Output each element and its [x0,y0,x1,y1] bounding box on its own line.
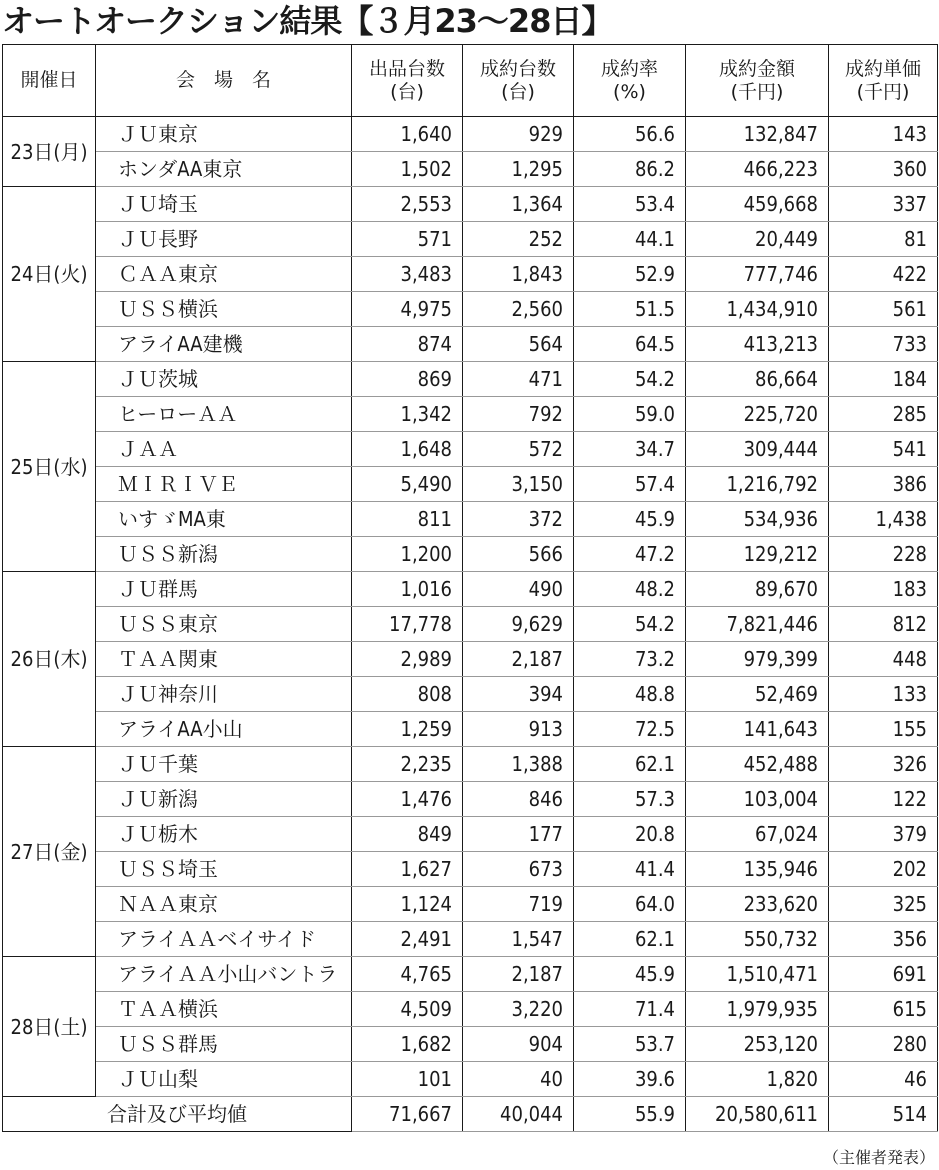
listed-cell: 1,200 [352,537,463,572]
unit-price-cell: 422 [829,257,938,292]
table-row [3,327,938,362]
unit-price-cell: 379 [829,817,938,852]
listed-cell: 2,553 [352,187,463,222]
rate-cell: 34.7 [574,432,686,467]
amount-cell: 225,720 [686,397,829,432]
unit-price-cell: 448 [829,642,938,677]
rate-cell: 45.9 [574,957,686,992]
sold-cell: 471 [463,362,574,397]
unit-price-cell: 691 [829,957,938,992]
auction-results-table [2,44,938,1132]
unit-price-cell: 326 [829,747,938,782]
sold-cell: 177 [463,817,574,852]
header-listed-unit: (台) [390,80,424,103]
page-title: オートオークション結果【３月23～28日】 [2,2,613,40]
listed-cell: 3,483 [352,257,463,292]
header-amount-unit: (千円) [730,80,784,103]
unit-price-cell: 184 [829,362,938,397]
table-row [3,432,938,467]
table-row [3,362,938,397]
unit-price-cell: 812 [829,607,938,642]
header-amount: 成約金額 (千円) [686,45,829,117]
unit-price-cell: 360 [829,152,938,187]
amount-cell: 309,444 [686,432,829,467]
rate-cell: 57.4 [574,467,686,502]
amount-cell: 52,469 [686,677,829,712]
amount-cell: 1,434,910 [686,292,829,327]
listed-cell: 571 [352,222,463,257]
amount-cell: 534,936 [686,502,829,537]
rate-cell: 48.8 [574,677,686,712]
unit-price-cell: 122 [829,782,938,817]
sold-cell: 566 [463,537,574,572]
listed-cell: 1,124 [352,887,463,922]
rate-cell: 20.8 [574,817,686,852]
rate-cell: 45.9 [574,502,686,537]
amount-cell: 132,847 [686,117,829,152]
venue-cell: ＮＡＡ東京 [96,887,352,922]
rate-cell: 44.1 [574,222,686,257]
sold-cell: 913 [463,712,574,747]
sold-cell: 1,364 [463,187,574,222]
venue-cell: ＪＵ群馬 [96,572,352,607]
venue-cell: ＵＳＳ新潟 [96,537,352,572]
sold-cell: 673 [463,852,574,887]
header-unit-price-unit: (千円) [856,80,910,103]
table-row [3,502,938,537]
table-row [3,887,938,922]
listed-cell: 869 [352,362,463,397]
listed-cell: 874 [352,327,463,362]
venue-cell: ＵＳＳ群馬 [96,1027,352,1062]
venue-cell: ＪＡＡ [96,432,352,467]
listed-cell: 849 [352,817,463,852]
amount-cell: 89,670 [686,572,829,607]
sold-cell: 490 [463,572,574,607]
amount-cell: 67,024 [686,817,829,852]
venue-cell: ＪＵ千葉 [96,747,352,782]
listed-cell: 101 [352,1062,463,1097]
venue-cell: いすゞMA東 [96,502,352,537]
amount-cell: 1,979,935 [686,992,829,1027]
rate-cell: 47.2 [574,537,686,572]
rate-cell: 62.1 [574,922,686,957]
venue-cell: アライＡＡ小山バントラ [96,957,352,992]
unit-price-cell: 561 [829,292,938,327]
amount-cell: 550,732 [686,922,829,957]
header-listed: 出品台数 (台) [352,45,463,117]
table-row [3,677,938,712]
unit-price-cell: 202 [829,852,938,887]
venue-cell: ＪＵ茨城 [96,362,352,397]
listed-cell: 1,627 [352,852,463,887]
table-row [3,292,938,327]
venue-cell: ＪＵ埼玉 [96,187,352,222]
source-note: （主催者発表） [822,1148,935,1167]
date-cell: 28日(土) [3,957,96,1097]
amount-cell: 466,223 [686,152,829,187]
rate-cell: 52.9 [574,257,686,292]
amount-cell: 141,643 [686,712,829,747]
listed-cell: 1,476 [352,782,463,817]
unit-price-cell: 386 [829,467,938,502]
table-row [3,922,938,957]
sold-cell: 1,843 [463,257,574,292]
listed-cell: 1,640 [352,117,463,152]
table-row [3,152,938,187]
table-row [3,257,938,292]
venue-cell: ＪＵ神奈川 [96,677,352,712]
rate-cell: 53.4 [574,187,686,222]
amount-cell: 413,213 [686,327,829,362]
listed-cell: 811 [352,502,463,537]
amount-cell: 86,664 [686,362,829,397]
table-row [3,397,938,432]
sold-cell: 2,560 [463,292,574,327]
unit-price-cell: 81 [829,222,938,257]
table-row [3,852,938,887]
rate-cell: 51.5 [574,292,686,327]
venue-cell: ＵＳＳ埼玉 [96,852,352,887]
rate-cell: 71.4 [574,992,686,1027]
venue-cell: アライAA建機 [96,327,352,362]
rate-cell: 73.2 [574,642,686,677]
table-row [3,1062,938,1097]
sold-cell: 252 [463,222,574,257]
unit-price-cell: 228 [829,537,938,572]
listed-cell: 5,490 [352,467,463,502]
sold-cell: 564 [463,327,574,362]
unit-price-cell: 133 [829,677,938,712]
unit-price-cell: 325 [829,887,938,922]
listed-cell: 4,975 [352,292,463,327]
table-row [3,187,938,222]
amount-cell: 979,399 [686,642,829,677]
header-date: 開催日 [3,45,96,117]
total-sold: 40,044 [463,1097,574,1132]
header-sold-unit: (台) [501,80,535,103]
amount-cell: 1,820 [686,1062,829,1097]
listed-cell: 2,491 [352,922,463,957]
sold-cell: 2,187 [463,642,574,677]
venue-cell: ＭＩＲＩＶＥ [96,467,352,502]
table-body [3,117,938,1132]
amount-cell: 7,821,446 [686,607,829,642]
total-amount: 20,580,611 [686,1097,829,1132]
rate-cell: 54.2 [574,362,686,397]
table-row [3,642,938,677]
venue-cell: ＴＡＡ横浜 [96,992,352,1027]
venue-cell: アライAA小山 [96,712,352,747]
sold-cell: 2,187 [463,957,574,992]
unit-price-cell: 733 [829,327,938,362]
rate-cell: 48.2 [574,572,686,607]
sold-cell: 394 [463,677,574,712]
listed-cell: 1,682 [352,1027,463,1062]
sold-cell: 904 [463,1027,574,1062]
total-label: 合計及び平均値 [3,1097,352,1132]
sold-cell: 9,629 [463,607,574,642]
amount-cell: 1,510,471 [686,957,829,992]
total-unit-price: 514 [829,1097,938,1132]
unit-price-cell: 615 [829,992,938,1027]
date-cell: 24日(火) [3,187,96,362]
table-row [3,992,938,1027]
listed-cell: 1,016 [352,572,463,607]
unit-price-cell: 541 [829,432,938,467]
table-row [3,1027,938,1062]
amount-cell: 253,120 [686,1027,829,1062]
listed-cell: 4,765 [352,957,463,992]
sold-cell: 929 [463,117,574,152]
table-row [3,957,938,992]
amount-cell: 103,004 [686,782,829,817]
rate-cell: 59.0 [574,397,686,432]
table-header [3,45,938,117]
rate-cell: 64.5 [574,327,686,362]
sold-cell: 3,220 [463,992,574,1027]
sold-cell: 719 [463,887,574,922]
amount-cell: 135,946 [686,852,829,887]
total-rate: 55.9 [574,1097,686,1132]
sold-cell: 1,295 [463,152,574,187]
date-cell: 27日(金) [3,747,96,957]
unit-price-cell: 143 [829,117,938,152]
rate-cell: 41.4 [574,852,686,887]
total-listed: 71,667 [352,1097,463,1132]
amount-cell: 233,620 [686,887,829,922]
table-row [3,572,938,607]
sold-cell: 1,388 [463,747,574,782]
amount-cell: 452,488 [686,747,829,782]
rate-cell: 62.1 [574,747,686,782]
rate-cell: 56.6 [574,117,686,152]
amount-cell: 129,212 [686,537,829,572]
rate-cell: 86.2 [574,152,686,187]
listed-cell: 1,342 [352,397,463,432]
table-row [3,782,938,817]
listed-cell: 4,509 [352,992,463,1027]
table-row [3,747,938,782]
table-row [3,607,938,642]
unit-price-cell: 285 [829,397,938,432]
venue-cell: ヒーローＡＡ [96,397,352,432]
unit-price-cell: 356 [829,922,938,957]
sold-cell: 1,547 [463,922,574,957]
venue-cell: ＪＵ新潟 [96,782,352,817]
venue-cell: ＪＵ栃木 [96,817,352,852]
rate-cell: 39.6 [574,1062,686,1097]
amount-cell: 1,216,792 [686,467,829,502]
listed-cell: 1,648 [352,432,463,467]
date-cell: 26日(木) [3,572,96,747]
sold-cell: 3,150 [463,467,574,502]
sold-cell: 572 [463,432,574,467]
total-row [3,1097,938,1132]
header-venue: 会 場 名 [96,45,352,117]
amount-cell: 459,668 [686,187,829,222]
unit-price-cell: 183 [829,572,938,607]
table-row [3,117,938,152]
listed-cell: 2,235 [352,747,463,782]
date-cell: 25日(水) [3,362,96,572]
header-sold: 成約台数 (台) [463,45,574,117]
rate-cell: 64.0 [574,887,686,922]
table-row [3,817,938,852]
unit-price-cell: 1,438 [829,502,938,537]
sold-cell: 792 [463,397,574,432]
venue-cell: ＵＳＳ横浜 [96,292,352,327]
header-unit-price: 成約単価 (千円) [829,45,938,117]
venue-cell: ＪＵ長野 [96,222,352,257]
rate-cell: 72.5 [574,712,686,747]
venue-cell: アライＡＡベイサイド [96,922,352,957]
rate-cell: 53.7 [574,1027,686,1062]
listed-cell: 1,502 [352,152,463,187]
listed-cell: 2,989 [352,642,463,677]
amount-cell: 777,746 [686,257,829,292]
unit-price-cell: 46 [829,1062,938,1097]
venue-cell: ホンダAA東京 [96,152,352,187]
unit-price-cell: 280 [829,1027,938,1062]
venue-cell: ＣＡＡ東京 [96,257,352,292]
sold-cell: 372 [463,502,574,537]
listed-cell: 17,778 [352,607,463,642]
venue-cell: ＵＳＳ東京 [96,607,352,642]
date-cell: 23日(月) [3,117,96,187]
rate-cell: 54.2 [574,607,686,642]
unit-price-cell: 337 [829,187,938,222]
table-row [3,222,938,257]
rate-cell: 57.3 [574,782,686,817]
table-row [3,467,938,502]
listed-cell: 1,259 [352,712,463,747]
table-row [3,712,938,747]
venue-cell: ＪＵ東京 [96,117,352,152]
venue-cell: ＴＡＡ関東 [96,642,352,677]
venue-cell: ＪＵ山梨 [96,1062,352,1097]
sold-cell: 40 [463,1062,574,1097]
sold-cell: 846 [463,782,574,817]
table-row [3,537,938,572]
unit-price-cell: 155 [829,712,938,747]
header-rate-unit: (%) [613,80,646,103]
header-rate: 成約率 (%) [574,45,686,117]
listed-cell: 808 [352,677,463,712]
amount-cell: 20,449 [686,222,829,257]
